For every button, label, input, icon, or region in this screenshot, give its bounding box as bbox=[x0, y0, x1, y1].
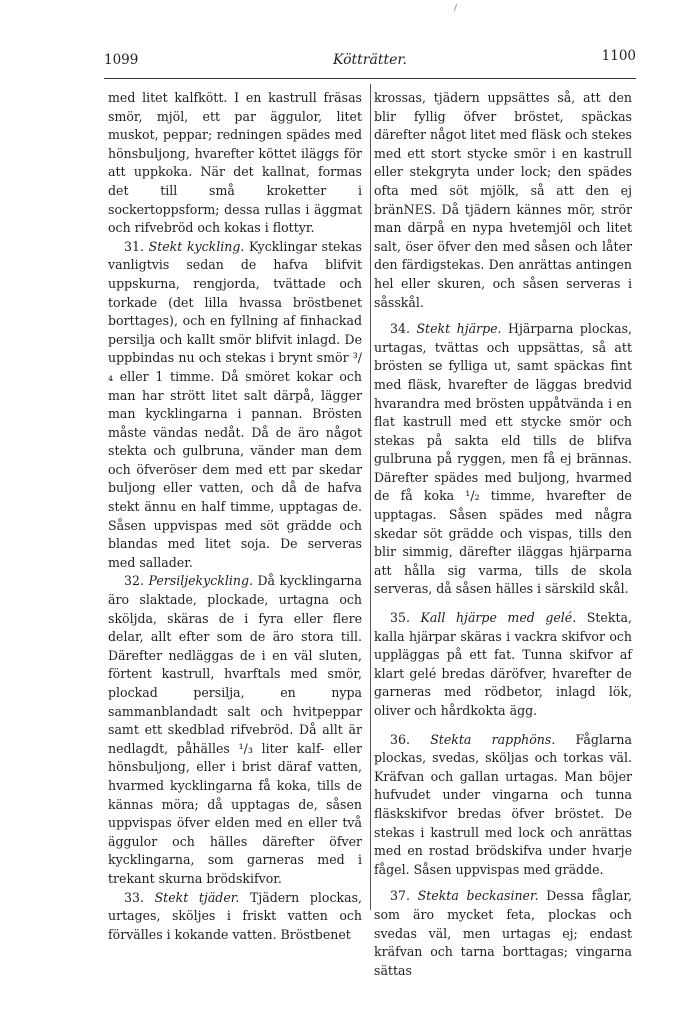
recipe-text: Då kycklingarna äro slaktade, plockade, urtagna och sköljda, skäras de i fyra eller flere delar, allt efter som de äro stora till. Därefter nedläggas de i en väl sluten, förtent kastrull, hvarftals med smör, plockad persilja, en nypa sammanblandadt salt och hvitpeppar samt ett skedblad rifvebröd. Då allt är nedlagdt, påhälles ¹/₃ liter kalf- eller hönsbuljong, eller i brist däraf vatten, hvarmed kycklingarna få koka, tills de kännas möra; då upptagas de, såsen uppvispas öfver elden med en eller två äggulor och hälles därefter öfver kycklingarna, som garneras med i trekant skurna brödskifvor. bbox=[108, 573, 362, 886]
recipe-title: Kall hjärpe med gelé. bbox=[420, 610, 577, 626]
paragraph-continued: krossas, tjädern uppsättes så, att den blir fyllig öfver bröstet, späckas därefter något litet med fläsk och stekes med ett stort stycke smör i en kastrull eller stekgryta under lock; den spädes ofta med söt mjölk, så att den ej bränNES. Då tjädern kännes mör, strör man därpå en nypa hvetemjöl och litet salt, öser öfver den med såsen och låter den färdigstekas. Den anrättas antingen hel eller skuren, och såsen serveras i såsskål. bbox=[374, 90, 632, 310]
recipe-number: 35. bbox=[390, 610, 410, 626]
recipe-number: 33. bbox=[124, 889, 144, 905]
recipe-number: 36. bbox=[390, 731, 410, 747]
recipe-31 bbox=[108, 238, 362, 573]
paragraph-continued: med litet kalfkött. I en kastrull fräsas smör, mjöl, ett par äggulor, litet muskot, peppar; redningen spädes med hönsbuljong, hvarefter köttet iläggs för att uppkoka. När det kallnat, formas det till små kroketter i sockertoppsform; dessa rullas i äggmat och rifvebröd och kokas i flottyr. bbox=[108, 90, 362, 236]
running-title: Kötträtter. bbox=[333, 52, 407, 68]
recipe-title: Persiljekyckling. bbox=[148, 573, 253, 589]
page-number-right: 1100 bbox=[601, 48, 636, 64]
recipe-text: Tjädern plockas, urtages, sköljes i friskt vatten och förvälles i kokande vatten. Bröstbenet bbox=[108, 889, 362, 942]
recipe-number: 37. bbox=[390, 888, 410, 904]
right-column bbox=[374, 89, 632, 980]
recipe-number: 34. bbox=[390, 321, 410, 337]
header-rule bbox=[104, 78, 636, 79]
recipe-33 bbox=[108, 889, 362, 945]
recipe-text: Hjärparna plockas, urtagas, tvättas och uppsättas, så att brösten se fylliga ut, samt späckas fint med fläsk, hvarefter de läggas bredvid hvarandra med brösten uppåtvända i en flat kastrull med ett stycke smör och stekas på sakta eld tills de blifva gulbruna på ryggen, men få ej brännas. Därefter spädes med buljong, hvarmed de få koka ¹/₂ timme, hvarefter de upptagas. Såsen spädes med några skedar söt grädde och vispas, tills den blir simmig, därefter iläggas hjärparna att hålla sig varma, tills de skola serveras, då såsen hälles i särskild skål. bbox=[374, 321, 633, 597]
recipe-title: Stekta rapphöns. bbox=[430, 731, 556, 747]
recipe-title: Stekta beckasiner. bbox=[417, 888, 539, 904]
recipe-35 bbox=[374, 609, 632, 721]
recipe-title: Stekt hjärpe. bbox=[416, 321, 502, 337]
recipe-text: Kycklingar stekas vanligtvis sedan de hafva blifvit uppskurna, rengjorda, tvättade och torkade (det lilla hvassa bröstbenet borttages), och en fyllning af finhackad persilja och kallt smör blifvit inlagd. De uppbindas nu och stekas i brynt smör ³/₄ eller 1 timme. Då smöret kokar och man har strött litet salt därpå, lägger man kycklingarna i pannan. Brösten måste vändas nedåt. Då de äro något stekta och gulbruna, vänder man dem och öfveröser dem med ett par skedar buljong eller vatten, och då de hafva stekt ännu en half timme, upptagas de. Såsen uppvispas med söt grädde och blandas med litet soja. De serveras med sallader. bbox=[108, 238, 362, 570]
recipe-text: Dessa fåglar, som äro mycket feta, plockas och svedas väl, men urtagas ej; endast kräfvan och tarna borttagas; vingarna sättas bbox=[374, 888, 632, 978]
recipe-37 bbox=[374, 887, 632, 980]
page-header bbox=[104, 48, 636, 74]
left-column bbox=[108, 89, 362, 944]
recipe-number: 31. bbox=[124, 238, 144, 254]
recipe-text: Fåglarna plockas, svedas, sköljas och torkas väl. Kräfvan och gallan urtagas. Man böjer hufvudet under vingarna och tunna fläskskifvor bredas öfver bröstet. De stekas i kastrull med lock och anrättas med en rostad brödskifva under hvarje fågel. Såsen uppvispas med grädde. bbox=[374, 731, 632, 877]
column-divider bbox=[370, 84, 371, 910]
recipe-number: 32. bbox=[124, 573, 144, 589]
scan-mark bbox=[454, 4, 457, 11]
recipe-text: Stekta, kalla hjärpar skäras i vackra skifvor och uppläggas på ett fat. Tunna skifvor af klart gelé bredas däröfver, hvarefter de garneras med rödbetor, inlagd lök, oliver och hårdkokta ägg. bbox=[374, 610, 632, 718]
recipe-36 bbox=[374, 731, 632, 880]
page-number-left: 1099 bbox=[104, 52, 139, 68]
recipe-title: Stekt tjäder. bbox=[154, 889, 240, 905]
recipe-34 bbox=[374, 320, 632, 599]
recipe-title: Stekt kyckling. bbox=[148, 238, 245, 254]
recipe-32 bbox=[108, 572, 362, 888]
